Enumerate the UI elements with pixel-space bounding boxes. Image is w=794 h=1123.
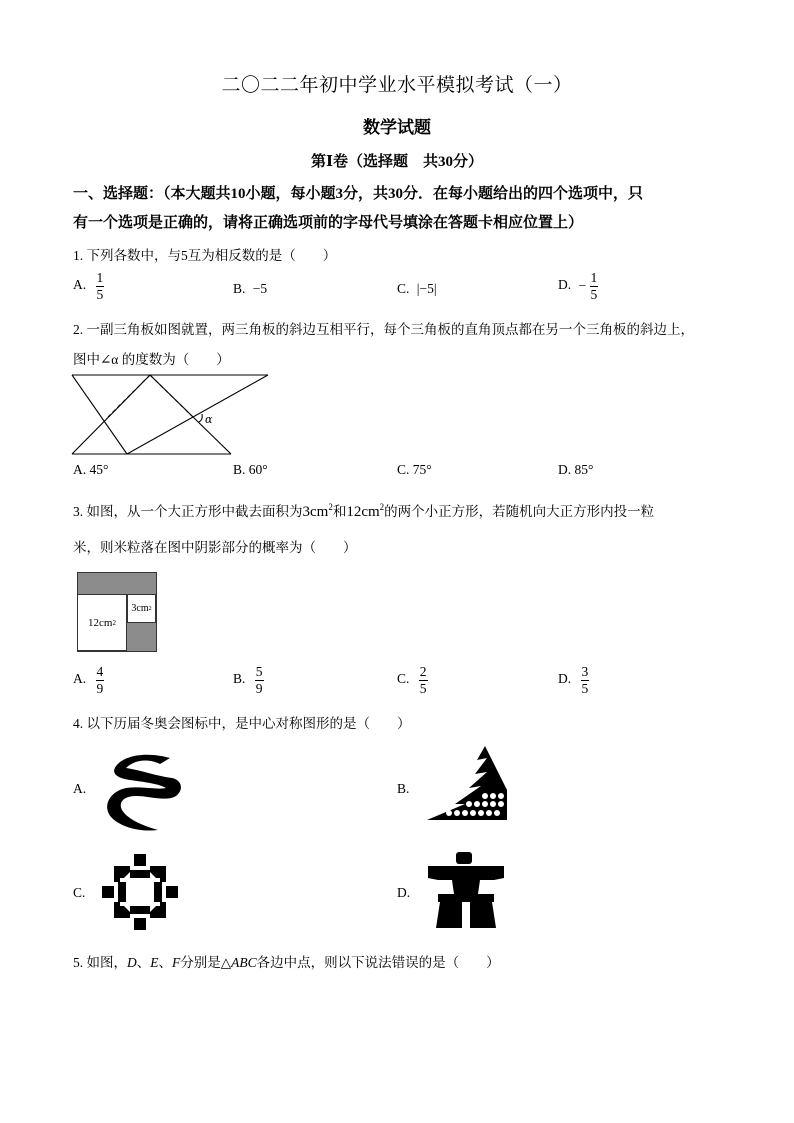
q1-d-den: 5 xyxy=(590,286,598,302)
q3-b-den: 9 xyxy=(255,680,263,696)
q3-d-fraction xyxy=(581,664,590,696)
question-5-text xyxy=(73,951,500,971)
q3-area2-text: 12cm xyxy=(346,504,380,520)
angle-alpha-label: α xyxy=(205,413,213,426)
q5-sep1: 、 xyxy=(136,955,151,970)
q5-pre: 5. 如图， xyxy=(73,955,127,970)
q5-point-f: F xyxy=(172,955,181,970)
q3-area2-sup: 2 xyxy=(379,502,385,512)
squares-figure xyxy=(77,572,157,652)
q3-a-den: 9 xyxy=(96,680,104,696)
emblem-a-icon xyxy=(100,748,186,834)
q3-text-b: 和 xyxy=(332,504,347,519)
q3-a-num: 4 xyxy=(96,664,104,679)
exam-title: 二〇二二年初中学业水平模拟考试（一） xyxy=(221,75,573,96)
q2-option-d: D. 85° xyxy=(558,462,594,477)
q3-option-b xyxy=(233,664,264,696)
q1-c-value: |−5| xyxy=(416,281,437,296)
q3-area1 xyxy=(303,504,333,520)
section-instruction-line2: 有一个选项是正确的，请将正确选项前的字母代号填涂在答题卡相应位置上） xyxy=(73,215,584,231)
q1-b-value: −5 xyxy=(252,281,268,296)
square-3cm xyxy=(127,594,156,623)
q3-a-fraction xyxy=(96,664,105,696)
question-4-text: 4. 以下历届冬奥会图标中，是中心对称图形的是（ ） xyxy=(73,716,411,731)
q3-d-den: 5 xyxy=(581,680,589,696)
q3-text-a: 3. 如图，从一个大正方形中截去面积为 xyxy=(73,504,303,519)
q3-c-fraction xyxy=(419,664,428,696)
label-12cm: 12cm xyxy=(88,616,113,629)
q3-c-label: C. xyxy=(397,671,410,687)
label-3cm: 3cm xyxy=(131,603,149,614)
q1-option-c xyxy=(397,281,437,297)
q3-option-c xyxy=(397,664,428,696)
subject-title: 数学试题 xyxy=(363,118,431,137)
question-3-line1 xyxy=(73,500,654,521)
section-instruction-line1: 一、选择题：（本大题共10小题，每小题3分，共30分．在每小题给出的四个选项中，只 xyxy=(73,186,644,202)
triangle-boards-figure xyxy=(70,370,272,458)
q1-option-d xyxy=(558,270,598,302)
q1-a-fraction xyxy=(96,270,105,302)
q3-c-den: 5 xyxy=(419,680,427,696)
q3-option-a xyxy=(73,664,104,696)
emblem-d-icon xyxy=(424,850,508,930)
q1-option-a xyxy=(73,270,104,302)
q3-area2 xyxy=(346,504,384,520)
q3-area1-text: 3cm xyxy=(302,504,329,520)
q3-area1-sup: 2 xyxy=(328,502,333,512)
q1-a-den: 5 xyxy=(96,286,104,302)
q5-triangle-abc: ABC xyxy=(231,955,257,970)
q5-point-e: E xyxy=(150,955,159,970)
q1-b-label: B. xyxy=(233,281,246,296)
q3-b-num: 5 xyxy=(255,664,263,679)
q4-option-b-label: B. xyxy=(397,781,410,796)
emblem-c-icon xyxy=(100,852,180,932)
q4-option-d-label: D. xyxy=(397,885,411,900)
q1-d-sign: − xyxy=(578,278,587,294)
q3-d-label: D. xyxy=(558,671,572,687)
q4-option-c-label: C. xyxy=(73,885,86,900)
q1-option-b xyxy=(233,281,267,297)
emblem-b-icon xyxy=(425,744,509,824)
q2-option-a: A. 45° xyxy=(73,462,109,477)
q5-point-d: D xyxy=(127,955,137,970)
q5-mid: 分别是△ xyxy=(180,955,232,970)
square-12cm xyxy=(77,594,127,651)
q3-b-label: B. xyxy=(233,671,246,687)
q1-a-num: 1 xyxy=(96,270,104,285)
q3-c-num: 2 xyxy=(419,664,427,679)
question-2-line2: 图中∠α 的度数为（ ） xyxy=(73,352,230,367)
q1-d-label: D. xyxy=(558,277,572,293)
q4-option-a-label: A. xyxy=(73,781,87,796)
q2-option-b: B. 60° xyxy=(233,462,268,477)
q2-option-c: C. 75° xyxy=(397,462,432,477)
q5-post: 各边中点，则以下说法错误的是（ ） xyxy=(256,955,500,970)
question-1-text: 1. 下列各数中，与5互为相反数的是（ ） xyxy=(73,248,337,263)
q1-c-label: C. xyxy=(397,281,410,296)
q3-b-fraction xyxy=(255,664,264,696)
q3-option-d xyxy=(558,664,589,696)
q3-d-num: 3 xyxy=(581,664,589,679)
q1-d-fraction xyxy=(590,270,599,302)
question-3-line2: 米，则米粒落在图中阴影部分的概率为（ ） xyxy=(73,540,357,555)
label-3cm-sup: 2 xyxy=(148,605,152,612)
q3-text-c: 的两个小正方形，若随机向大正方形内投一粒 xyxy=(384,504,655,519)
q3-a-label: A. xyxy=(73,671,87,687)
q5-sep2: 、 xyxy=(158,955,172,970)
question-2-line1: 2. 一副三角板如图就置，两三角板的斜边互相平行，每个三角板的直角顶点都在另一个三角板的斜边上， xyxy=(73,322,694,337)
label-12cm-sup: 2 xyxy=(112,618,116,627)
volume-title: 第Ⅰ卷（选择题 共30分） xyxy=(310,154,484,170)
q1-d-num: 1 xyxy=(590,270,598,285)
q1-a-label: A. xyxy=(73,277,87,293)
